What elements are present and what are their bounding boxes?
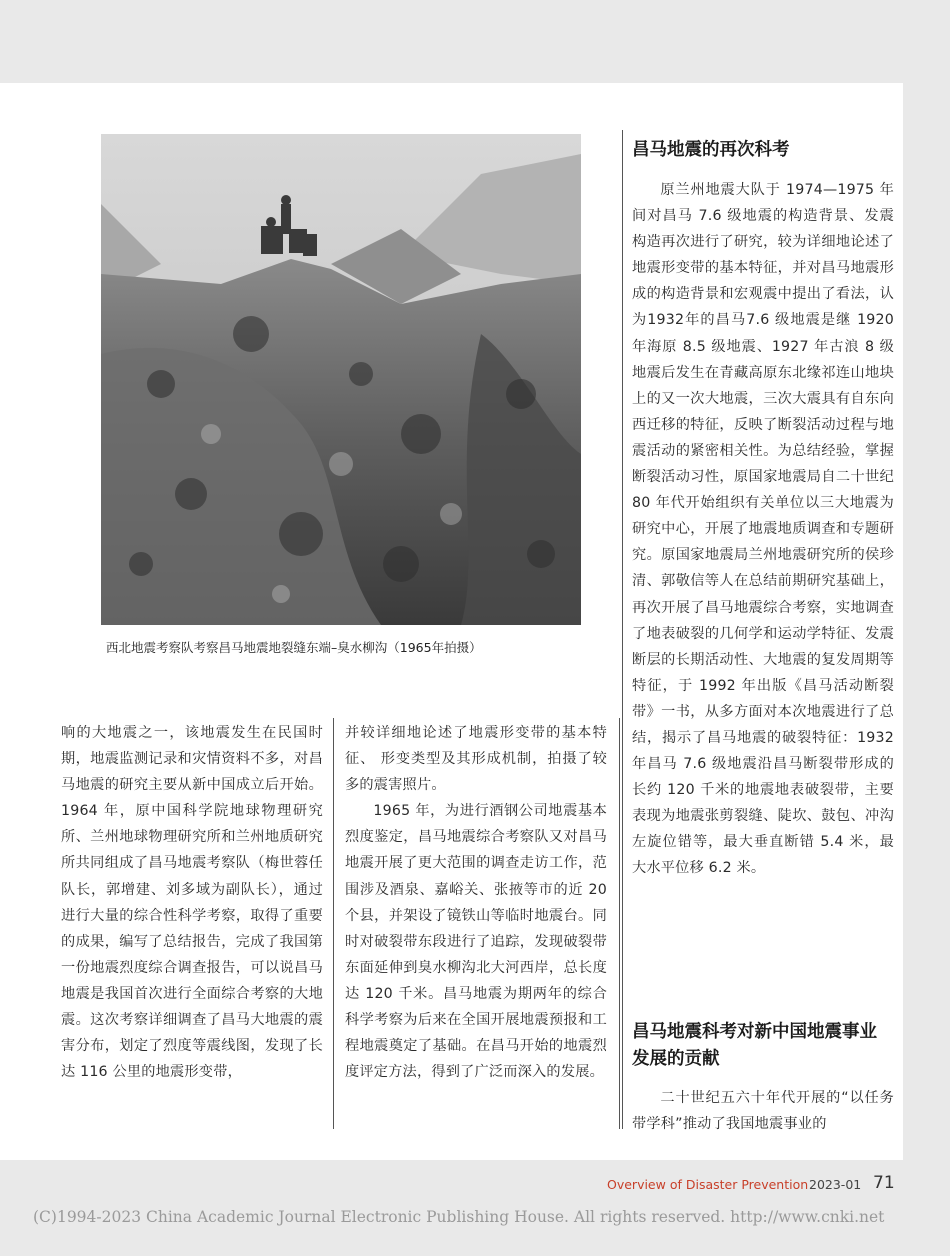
column-divider-mid xyxy=(619,718,620,1129)
copyright-notice: (C)1994-2023 China Academic Journal Electronic Publishing House. All rights reserved. http://www.cnki.net xyxy=(33,1208,885,1226)
paragraph: 二十世纪五六十年代开展的“以任务带学科”推动了我国地震事业的 xyxy=(632,1090,894,1133)
column-divider-left xyxy=(333,718,334,1129)
right-column-text-2 xyxy=(632,1085,894,1137)
column-divider-right xyxy=(622,130,623,1129)
section-heading: 昌马地震的再次科考 xyxy=(632,140,790,160)
middle-column-text xyxy=(345,720,607,1085)
left-column-text xyxy=(61,720,323,1085)
paragraph: 原兰州地震大队于 1974—1975 年间对昌马 7.6 级地震的构造背景、发震构造再次进行了研究，较为详细地论述了地震形变带的基本特征，并对昌马地震形成的构造背景和宏观震中提出了看法，认为1932年的昌马7.6 级地震是继 1920 年海原 8.5 级地震、1927 年古浪 8 级地震后发生在青藏高原东北缘祁连山地块上的又一次大地震，三次大震具有自东向西迁移的特征，反映了断裂活动过程与地震活动的紧密相关性。为总结经验，掌握断裂活动习性，原国家地震局自二十世纪 80 年代开始组织有关单位以三大地震为研究中心，开展了地震地质调查和专题研究。原国家地震局兰州地震研究所的侯珍清、郭敬信等人在总结前期研究基础上，再次开展了昌马地震综合考察，实地调查了地表破裂的几何学和运动学特征、发震断层的长期活动性、大地震的复发周期等特征，于 1992 年出版《昌马活动断裂带》一书，从多方面对本次地震进行了总结，揭示了昌马地震的破裂特征：1932 年昌马 7.6 级地震沿昌马断裂带形成的长约 120 千米的地震地表破裂带，主要表现为地震张剪裂缝、陡坎、鼓包、冲沟左旋位错等，最大垂直断错 5.4 米，最大水平位移 6.2 米。 xyxy=(632,182,894,877)
earthquake-survey-photo xyxy=(101,134,581,625)
right-column-text xyxy=(632,177,894,882)
paragraph: 1965 年，为进行酒钢公司地震基本烈度鉴定，昌马地震综合考察队又对昌马地震开展了更大范围的调查走访工作，范围涉及酒泉、嘉峪关、张掖等市的近 20 个县，并架设了镜铁山等临时地震台。同时对破裂带东段进行了追踪，发现破裂带东面延伸到臭水柳沟北大河西岸，总长度达 120 千米。昌马地震为期两年的综合科学考察为后来在全国开展地震预报和工程地震奠定了基础。在昌马开始的地震烈度评定方法，得到了广泛而深入的发展。 xyxy=(345,803,607,1081)
photo-caption: 西北地震考察队考察昌马地震地裂缝东端–臭水柳沟（1965年拍摄） xyxy=(106,640,482,655)
paragraph: 并较详细地论述了地震形变带的基本特征、 形变类型及其形成机制，拍摄了较多的震害照片。 xyxy=(345,725,607,794)
section-heading-2: 昌马地震科考对新中国地震事业发展的贡献 xyxy=(632,1022,877,1069)
paragraph: 响的大地震之一，该地震发生在民国时期，地震监测记录和灾情资料不多，对昌马地震的研究主要从新中国成立后开始。1964 年，原中国科学院地球物理研究所、兰州地球物理研究所和兰州地质研究所共同组成了昌马地震考察队（梅世蓉任队长，郭增建、刘多域为副队长），通过进行大量的综合性科学考察，取得了重要的成果，编写了总结报告，完成了我国第一份地震烈度综合调查报告，可以说昌马地震是我国首次进行全面综合考察的大地震。这次考察详细调查了昌马大地震的震害分布，划定了烈度等震线图，发现了长达 116 公里的地震形变带， xyxy=(61,725,323,1081)
journal-name: Overview of Disaster Prevention xyxy=(607,1177,809,1192)
page-number: 71 xyxy=(873,1173,895,1193)
issue-date: 2023-01 xyxy=(809,1177,862,1192)
